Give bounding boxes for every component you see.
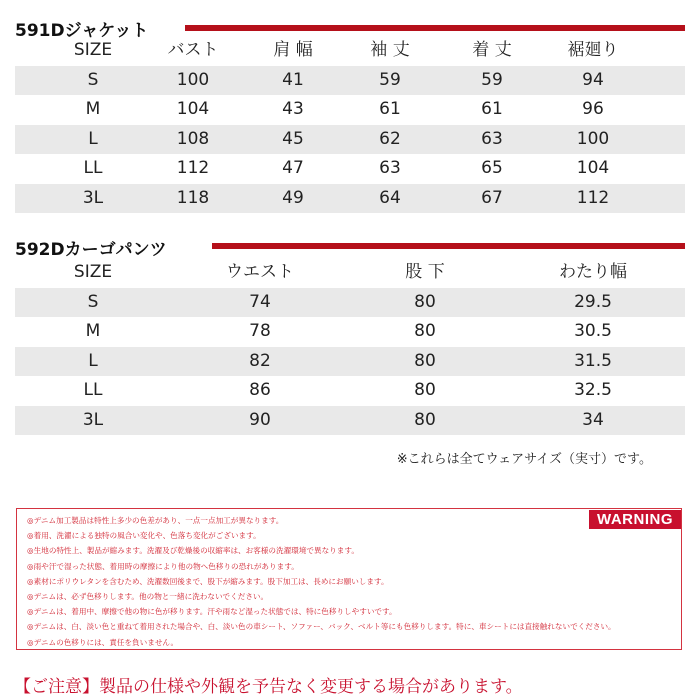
table-row [15,317,685,347]
table-cell: 112 [576,187,610,208]
table-cell: 30.5 [574,321,612,341]
column-header: バスト [167,40,219,60]
warning-line: ◎デニムは、白、淡い色と重ねて着用された場合や、白、淡い色の車シート、ソファー、バック、ベルト等にも色移りします。特に、車シートには直接触れないでください。 [27,622,616,632]
table-cell: S [87,291,99,312]
table-cell: 43 [282,99,304,119]
pants-size-table [15,258,685,435]
table-cell: 112 [176,158,210,178]
column-header: わたり幅 [559,262,627,282]
table-cell: 47 [282,158,304,178]
table-cell: 80 [414,350,436,371]
jacket-size-table [15,36,685,213]
table-cell: 62 [379,128,401,149]
table-cell: M [85,321,101,341]
table-cell: LL [83,380,103,400]
warning-line: ◎素材にポリウレタンを含むため、洗濯数回後まで、股下が縮みます。股下加工は、長めにお願いします。 [27,576,389,586]
size-note: ※これらは全てウェアサイズ（実寸）です。 [396,452,652,467]
table-cell: 31.5 [574,350,612,371]
table-cell: 64 [379,187,401,208]
table-cell: 74 [249,291,271,312]
warning-line: ◎デニムは、着用中、摩擦で他の物に色が移ります。汗や雨など湿った状態では、特に色移りしやすいです。 [27,607,397,617]
table-row [15,184,685,214]
table-cell: 100 [176,69,210,90]
table-cell: 34 [582,409,604,430]
table-cell: 86 [249,380,271,400]
column-header: 肩 幅 [273,40,313,60]
column-header: 裾廻り [567,40,619,60]
warning-box [16,508,682,650]
table-cell: 108 [176,128,210,149]
warning-line: ◎着用、洗濯による独特の風合い変化や、色落ち変化がございます。 [27,531,261,541]
table-cell: L [88,350,98,371]
pants-title: 592Dカーゴパンツ [15,240,167,260]
column-header: 袖 丈 [370,40,410,60]
table-cell: 118 [176,187,210,208]
table-cell: 94 [582,69,604,90]
table-cell: 82 [249,350,271,371]
table-cell: L [88,128,98,149]
table-header-row [15,36,685,66]
table-cell: S [87,69,99,90]
table-cell: 80 [414,409,436,430]
table-cell: 32.5 [574,380,612,400]
warning-line: ◎デニムは、必ず色移りします。他の物と一緒に洗わないでください。 [27,592,269,601]
pants-title-bar [212,243,685,249]
table-cell: 59 [379,69,401,90]
column-header: 着 丈 [472,40,512,60]
table-cell: 63 [481,128,503,149]
table-row [15,125,685,155]
table-cell: 104 [176,99,210,119]
table-cell: 104 [576,158,610,178]
table-cell: 78 [249,321,271,341]
table-row [15,376,685,406]
warning-label: WARNING [589,510,681,529]
column-header: SIZE [73,262,113,282]
table-cell: 80 [414,380,436,400]
table-row [15,66,685,96]
table-row [15,288,685,318]
warning-line: ◎雨や汗で湿った状態、着用時の摩擦により他の物へ色移りの恐れがあります。 [27,561,299,571]
column-header: SIZE [73,40,113,60]
jacket-title-bar [185,25,685,31]
table-row [15,406,685,436]
warning-line: ◎デニム加工製品は特性上多少の色差があり、一点一点加工が異なります。 [27,516,284,525]
column-header: ウエスト [226,262,294,282]
table-cell: 29.5 [574,291,612,312]
table-row [15,347,685,377]
table-cell: LL [83,158,103,178]
column-header: 股 下 [405,262,445,282]
table-cell: 61 [481,99,503,119]
table-cell: 49 [282,187,304,208]
table-cell: 63 [379,158,401,178]
table-cell: 67 [481,187,503,208]
table-cell: 59 [481,69,503,90]
table-cell: 100 [576,128,610,149]
jacket-title: 591Dジャケット [15,21,149,41]
table-row [15,154,685,184]
table-cell: 96 [582,99,604,119]
table-cell: 80 [414,291,436,312]
warning-line: ◎デニムの色移りには、責任を負いません。 [27,637,179,647]
table-header-row [15,258,685,288]
bottom-notice: 【ご注意】製品の仕様や外観を予告なく変更する場合があります。 [14,677,523,697]
table-row [15,95,685,125]
table-cell: 61 [379,99,401,119]
table-cell: M [85,99,101,119]
table-cell: 65 [481,158,503,178]
table-cell: 80 [414,321,436,341]
table-cell: 45 [282,128,304,149]
table-cell: 41 [282,69,304,90]
table-cell: 90 [249,409,271,430]
warning-line: ◎生地の特性上、製品が縮みます。洗濯及び乾燥後の収縮率は、お客様の洗濯環境で異なります。 [27,546,359,556]
table-cell: 3L [82,409,104,430]
table-cell: 3L [82,187,104,208]
